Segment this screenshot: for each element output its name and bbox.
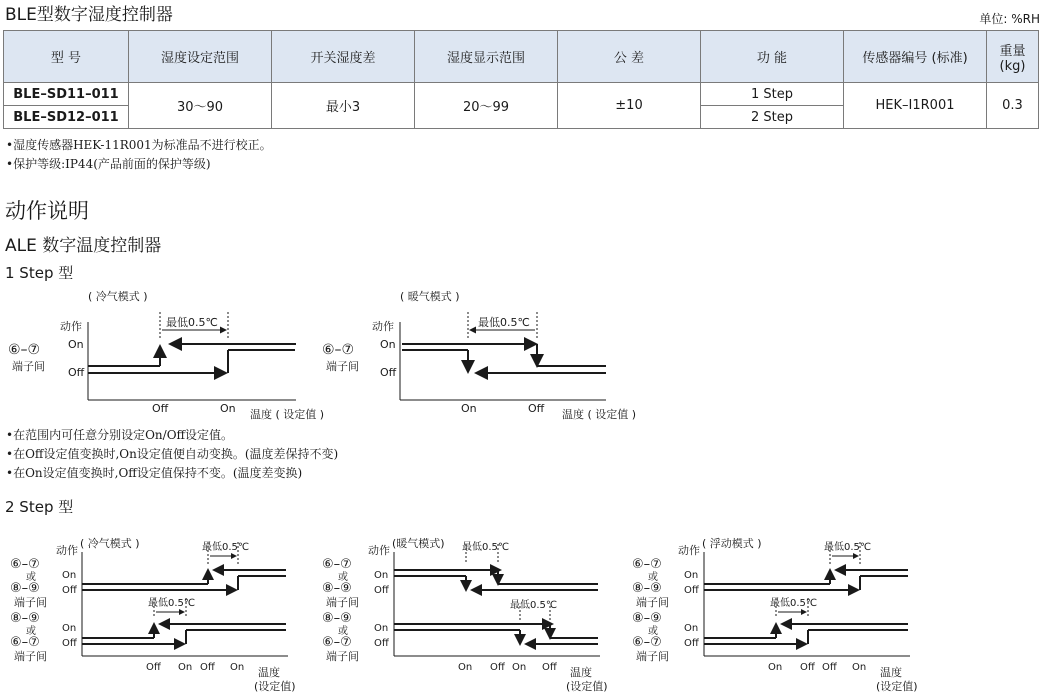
- terminal-label: ⑥–⑦: [10, 635, 40, 650]
- table-row: [4, 83, 1039, 106]
- col-tolerance: 公 差: [558, 31, 701, 83]
- off-label: Off: [374, 638, 389, 649]
- terminal-label: ⑥–⑦: [10, 557, 40, 572]
- on-label: On: [684, 570, 699, 581]
- col-model: 型 号: [4, 31, 129, 83]
- diff-label: 最低0.5℃: [166, 316, 218, 329]
- step2-title: 2 Step 型: [5, 498, 74, 516]
- weight-cell: 0.3: [987, 83, 1039, 129]
- on-label: On: [380, 338, 396, 351]
- mode-label: ( 浮动模式 ): [702, 537, 762, 550]
- terminal-label: 或: [26, 572, 36, 583]
- mode-label: ( 冷气模式 ): [80, 537, 140, 550]
- axis-label: (设定值): [254, 680, 296, 693]
- mode-label: ( 暖气模式 ): [400, 290, 460, 303]
- note-line: •湿度传感器HEK-11R001为标准品不进行校正。: [6, 138, 272, 152]
- spec-table: [3, 30, 1039, 129]
- axis-label: 温度: [880, 666, 902, 679]
- x-tick-label: Off: [152, 402, 169, 415]
- col-sensor: 传感器编号 (标准): [844, 31, 987, 83]
- diff-label: 最低0.5℃: [824, 542, 872, 553]
- axis-label: 温度 ( 设定值 ): [250, 408, 325, 421]
- x-tick-label: On: [852, 662, 867, 673]
- on-label: On: [684, 623, 699, 634]
- terminal-label: 端子间: [326, 596, 359, 609]
- terminal-label: 或: [338, 572, 348, 583]
- off-label: Off: [68, 366, 85, 379]
- off-label: Off: [380, 366, 397, 379]
- x-tick-label: On: [230, 662, 245, 673]
- bullet-line: •在On设定值变换时,Off设定值保持不变。(温度差变换): [6, 466, 303, 480]
- page-title: BLE型数字湿度控制器: [5, 5, 173, 25]
- col-diff: 开关湿度差: [272, 31, 415, 83]
- off-label: Off: [62, 638, 77, 649]
- terminal-label: ⑥–⑦: [322, 635, 352, 650]
- diff-label: 最低0.5℃: [462, 542, 510, 553]
- x-tick-label: On: [512, 662, 527, 673]
- terminal-label: ⑥–⑦: [322, 557, 352, 572]
- action-label: 动作: [368, 544, 390, 557]
- section-title: 动作说明: [5, 199, 89, 223]
- function-cell: 2 Step: [701, 106, 844, 129]
- unit-label: 单位: %RH: [979, 12, 1040, 26]
- on-label: On: [374, 570, 389, 581]
- terminal-label: 或: [648, 626, 658, 637]
- diff-cell: 最小3: [272, 83, 415, 129]
- off-label: Off: [374, 585, 389, 596]
- diff-label: 最低0.5℃: [148, 598, 196, 609]
- terminal-label: ⑧–⑨: [10, 581, 40, 596]
- model-cell: BLE–SD11–011: [4, 83, 129, 106]
- x-tick-label: Off: [542, 662, 557, 673]
- x-tick-label: On: [768, 662, 783, 673]
- x-tick-label: Off: [490, 662, 505, 673]
- x-tick-label: On: [461, 402, 477, 415]
- range-cell: 30～90: [129, 83, 272, 129]
- x-tick-label: On: [220, 402, 236, 415]
- axis-label: 温度: [258, 666, 280, 679]
- heat-mode-diagram: [322, 289, 636, 421]
- axis-label: 温度 ( 设定值 ): [562, 408, 637, 421]
- action-label: 动作: [372, 320, 394, 333]
- terminal-label: 或: [338, 626, 348, 637]
- sensor-cell: HEK–I1R001: [844, 83, 987, 129]
- terminal-label: ⑥–⑦: [8, 342, 41, 358]
- bullet-line: •在范围内可任意分别设定On/Off设定值。: [6, 428, 234, 442]
- step2-diagrams: [0, 528, 1046, 698]
- col-function: 功 能: [701, 31, 844, 83]
- x-tick-label: Off: [528, 402, 545, 415]
- terminal-label: 端子间: [14, 650, 47, 663]
- x-tick-label: Off: [822, 662, 837, 673]
- terminal-label: ⑧–⑨: [632, 581, 662, 596]
- action-label: 动作: [678, 544, 700, 557]
- axis-label: (设定值): [876, 680, 918, 693]
- on-label: On: [374, 623, 389, 634]
- x-tick-label: On: [178, 662, 193, 673]
- terminal-label: 或: [648, 572, 658, 583]
- terminal-label: 端子间: [326, 360, 359, 373]
- terminal-label: 端子间: [636, 596, 669, 609]
- step1-diagrams: [0, 282, 700, 427]
- mode-label: (暖气模式): [392, 537, 445, 550]
- terminal-label: ⑧–⑨: [632, 611, 662, 626]
- tolerance-cell: ±10: [558, 83, 701, 129]
- terminal-label: 端子间: [14, 596, 47, 609]
- col-display: 湿度显示范围: [415, 31, 558, 83]
- terminal-label: ⑥–⑦: [322, 342, 355, 358]
- col-weight: 重量 (kg): [987, 31, 1039, 83]
- x-tick-label: On: [458, 662, 473, 673]
- table-header-row: [4, 31, 1039, 83]
- off-label: Off: [684, 638, 699, 649]
- action-label: 动作: [60, 320, 82, 333]
- diff-label: 最低0.5℃: [478, 316, 530, 329]
- terminal-label: ⑥–⑦: [632, 557, 662, 572]
- on-label: On: [62, 623, 77, 634]
- diff-label: 最低0.5℃: [202, 542, 250, 553]
- off-label: Off: [684, 585, 699, 596]
- off-label: Off: [62, 585, 77, 596]
- display-cell: 20～99: [415, 83, 558, 129]
- terminal-label: 端子间: [326, 650, 359, 663]
- terminal-label: ⑧–⑨: [10, 611, 40, 626]
- mode-label: ( 冷气模式 ): [88, 290, 148, 303]
- x-tick-label: Off: [200, 662, 215, 673]
- terminal-label: ⑧–⑨: [322, 611, 352, 626]
- cool-mode-diagram: [8, 289, 324, 421]
- terminal-label: ⑧–⑨: [322, 581, 352, 596]
- function-cell: 1 Step: [701, 83, 844, 106]
- bullet-line: •在Off设定值变换时,On设定值便自动变换。(温度差保持不变): [6, 447, 339, 461]
- action-label: 动作: [56, 544, 78, 557]
- terminal-label: 端子间: [636, 650, 669, 663]
- x-tick-label: Off: [800, 662, 815, 673]
- subtitle: ALE 数字温度控制器: [5, 236, 162, 256]
- terminal-label: 端子间: [12, 360, 45, 373]
- terminal-label: 或: [26, 626, 36, 637]
- diff-label: 最低0.5℃: [770, 598, 818, 609]
- axis-label: 温度: [570, 666, 592, 679]
- col-range: 湿度设定范围: [129, 31, 272, 83]
- on-label: On: [62, 570, 77, 581]
- note-line: •保护等级:IP44(产品前面的保护等级): [6, 157, 211, 171]
- x-tick-label: Off: [146, 662, 161, 673]
- on-label: On: [68, 338, 84, 351]
- model-cell: BLE–SD12–011: [4, 106, 129, 129]
- step1-title: 1 Step 型: [5, 264, 74, 282]
- terminal-label: ⑥–⑦: [632, 635, 662, 650]
- axis-label: (设定值): [566, 680, 608, 693]
- diff-label: 最低0.5℃: [510, 600, 558, 611]
